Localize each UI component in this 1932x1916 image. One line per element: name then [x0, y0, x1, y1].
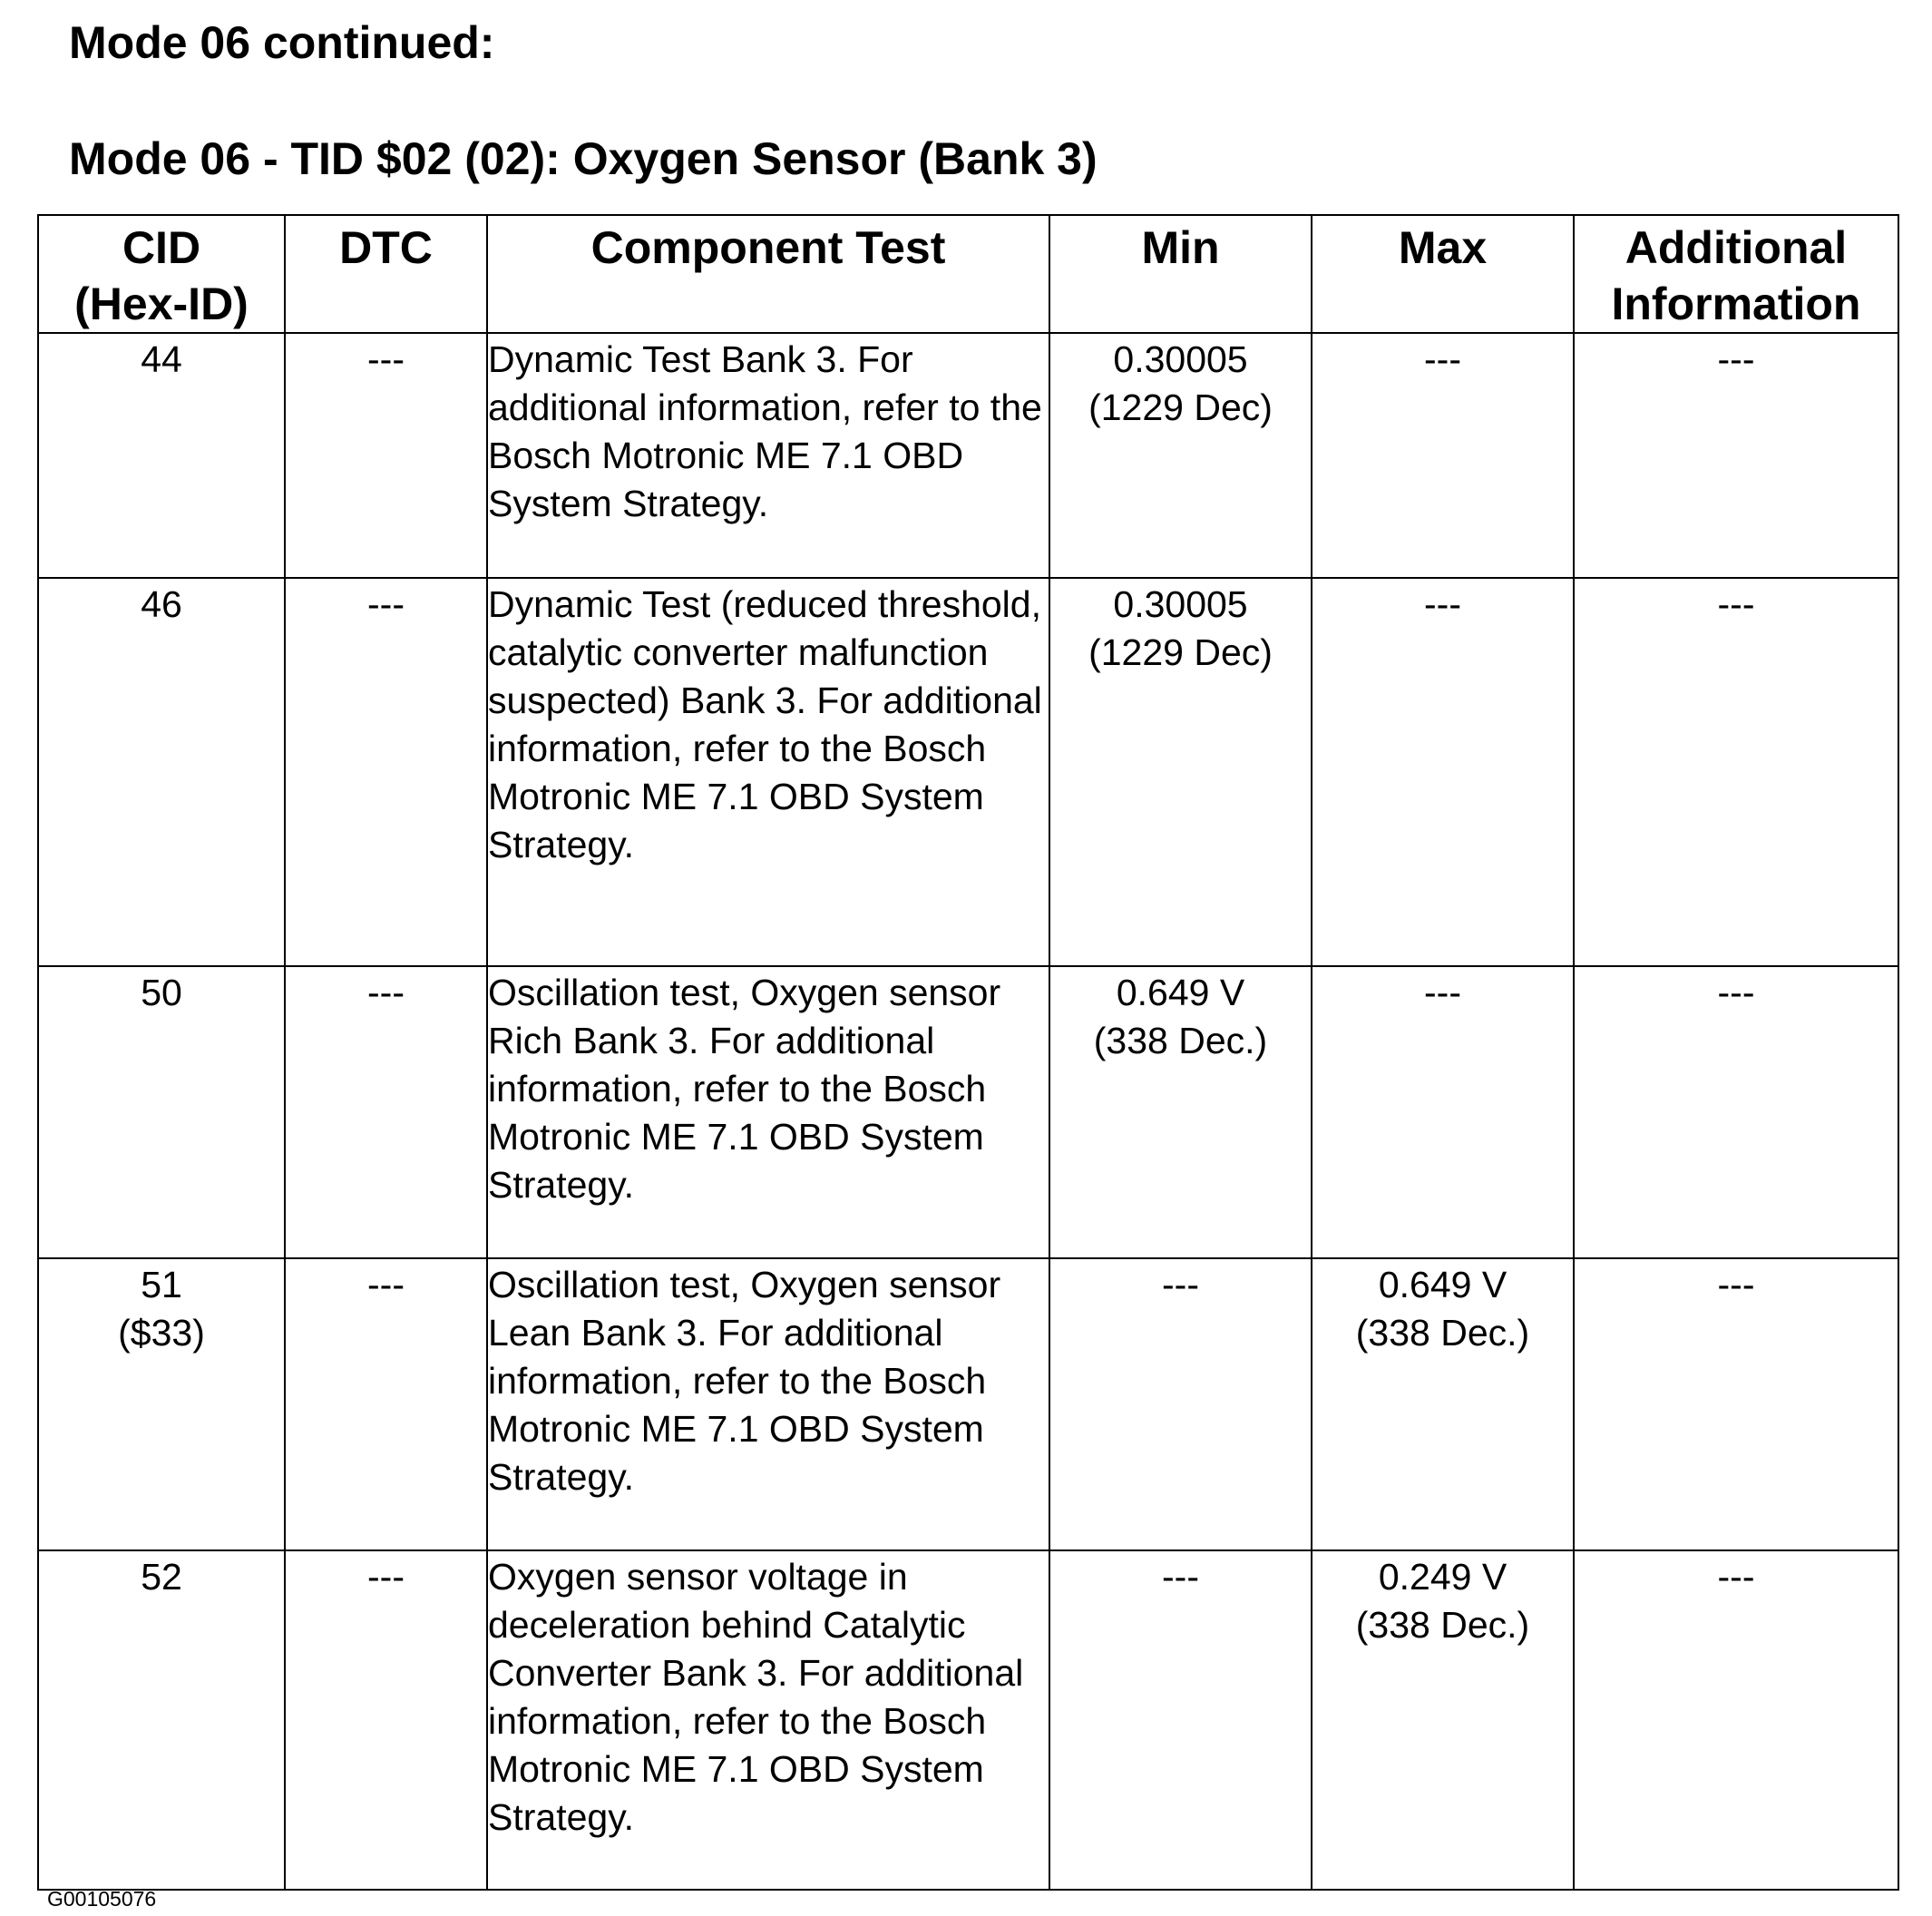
cell-additional: [1574, 333, 1898, 578]
min-value: 0.30005 (1229 Dec): [1088, 338, 1273, 428]
cell-additional: [1574, 1550, 1898, 1890]
header-additional-label: Additional Information: [1611, 222, 1861, 329]
max-value: ---: [1424, 338, 1461, 380]
header-component-test-label: Component Test: [590, 222, 946, 273]
cell-component-test: [487, 1258, 1049, 1550]
component-test-text: Dynamic Test (reduced threshold, catalytic converter malfunction suspected) Bank 3. For additional information, refer to the Bosch Motronic ME 7.1 OBD System Strategy.: [488, 583, 1042, 865]
header-min: [1049, 215, 1312, 333]
cell-cid: [38, 578, 285, 966]
cid-value: 52: [141, 1556, 182, 1598]
cell-cid: [38, 1258, 285, 1550]
additional-value: ---: [1717, 972, 1755, 1013]
header-cid: [38, 215, 285, 333]
additional-value: ---: [1717, 583, 1755, 625]
cid-value: 44: [141, 338, 182, 380]
header-min-label: Min: [1141, 222, 1220, 273]
table-row: [38, 578, 1898, 966]
cell-additional: [1574, 966, 1898, 1258]
header-dtc-label: DTC: [339, 222, 433, 273]
cell-min: [1049, 1258, 1312, 1550]
dtc-value: ---: [367, 972, 405, 1013]
cid-value: 46: [141, 583, 182, 625]
additional-value: ---: [1717, 338, 1755, 380]
component-test-text: Dynamic Test Bank 3. For additional information, refer to the Bosch Motronic ME 7.1 OBD System Strategy.: [488, 338, 1042, 524]
cid-value: 50: [141, 972, 182, 1013]
figure-code: G00105076: [47, 1887, 157, 1911]
dtc-value: ---: [367, 1264, 405, 1305]
additional-value: ---: [1717, 1264, 1755, 1305]
header-dtc: [285, 215, 487, 333]
dtc-value: ---: [367, 583, 405, 625]
header-component-test: [487, 215, 1049, 333]
component-test-text: Oscillation test, Oxygen sensor Lean Bank 3. For additional information, refer to the Bosch Motronic ME 7.1 OBD System Strategy.: [488, 1264, 1001, 1498]
cell-component-test: [487, 578, 1049, 966]
table-row: [38, 1550, 1898, 1890]
cell-min: [1049, 333, 1312, 578]
cell-additional: [1574, 1258, 1898, 1550]
cell-dtc: [285, 1258, 487, 1550]
table-row: [38, 1258, 1898, 1550]
table-row: [38, 333, 1898, 578]
dtc-value: ---: [367, 1556, 405, 1598]
header-cid-label: CID (Hex-ID): [74, 222, 249, 329]
cell-component-test: [487, 1550, 1049, 1890]
section-title: Mode 06 - TID $02 (02): Oxygen Sensor (Bank 3): [69, 133, 1098, 184]
component-test-text: Oxygen sensor voltage in deceleration behind Catalytic Converter Bank 3. For additional information, refer to the Bosch Motronic ME 7.1 OBD System Strategy.: [488, 1556, 1024, 1838]
header-row: [38, 215, 1898, 333]
cell-cid: [38, 966, 285, 1258]
cell-max: [1312, 1258, 1574, 1550]
mode06-table: [37, 214, 1899, 1891]
cell-min: [1049, 1550, 1312, 1890]
cell-max: [1312, 966, 1574, 1258]
cell-dtc: [285, 966, 487, 1258]
cell-dtc: [285, 578, 487, 966]
component-test-text: Oscillation test, Oxygen sensor Rich Bank 3. For additional information, refer to the Bosch Motronic ME 7.1 OBD System Strategy.: [488, 972, 1001, 1206]
header-max-label: Max: [1398, 222, 1488, 273]
cell-component-test: [487, 333, 1049, 578]
max-value: 0.649 V (338 Dec.): [1355, 1264, 1530, 1354]
min-value: 0.30005 (1229 Dec): [1088, 583, 1273, 673]
table-header: [38, 215, 1898, 333]
cell-additional: [1574, 578, 1898, 966]
cell-component-test: [487, 966, 1049, 1258]
min-value: ---: [1162, 1264, 1199, 1305]
cell-dtc: [285, 333, 487, 578]
cell-cid: [38, 1550, 285, 1890]
cell-dtc: [285, 1550, 487, 1890]
cell-max: [1312, 578, 1574, 966]
header-additional-information: [1574, 215, 1898, 333]
cell-cid: [38, 333, 285, 578]
cell-min: [1049, 578, 1312, 966]
max-value: 0.249 V (338 Dec.): [1355, 1556, 1530, 1646]
max-value: ---: [1424, 972, 1461, 1013]
cell-max: [1312, 1550, 1574, 1890]
cid-value: 51 ($33): [118, 1264, 205, 1354]
min-value: 0.649 V (338 Dec.): [1093, 972, 1268, 1061]
max-value: ---: [1424, 583, 1461, 625]
dtc-value: ---: [367, 338, 405, 380]
header-max: [1312, 215, 1574, 333]
page-title-continued: Mode 06 continued:: [69, 17, 495, 68]
table-row: [38, 966, 1898, 1258]
cell-min: [1049, 966, 1312, 1258]
min-value: ---: [1162, 1556, 1199, 1598]
cell-max: [1312, 333, 1574, 578]
additional-value: ---: [1717, 1556, 1755, 1598]
